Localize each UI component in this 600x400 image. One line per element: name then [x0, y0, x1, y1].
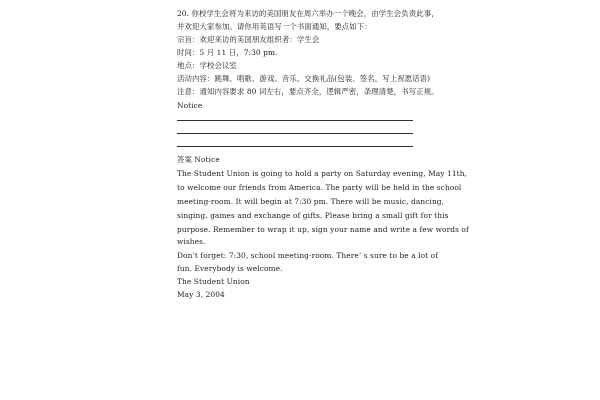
answer-heading: 答案 Notice — [177, 155, 220, 164]
question-line-1: 20. 你校学生会将为来访的美国朋友在周六举办一个晚会，由学生会负责此事， — [177, 9, 439, 18]
answer-line-8: fun. Everybody is welcome. — [177, 264, 283, 273]
answer-line-4: singing, games and exchange of gifts. Please bring a small gift for this — [177, 211, 449, 220]
answer-date: May 3, 2004 — [177, 290, 225, 299]
answer-blank-line — [177, 120, 413, 121]
answer-line-7: Don’t forget: 7:30, school meeting-room. There’ s sure to be a lot of — [177, 251, 439, 260]
answer-line-6: wishes. — [177, 237, 206, 246]
answer-line-3: meeting-room. It will begin at 7:30 pm. There will be music, dancing, — [177, 197, 445, 206]
question-line-5: 地点：学校会议室 — [177, 61, 237, 70]
question-line-6: 活动内容：跳舞、唱歌、游戏、音乐、交换礼品(包装、签名，写上祝愿话语) — [177, 74, 431, 83]
question-line-7: 注意：通知内容要求 80 词左右，要点齐全，逻辑严密，条理清楚，书写正规。 — [177, 87, 439, 96]
answer-blank-line — [177, 133, 413, 134]
answer-signature: The Student Union — [177, 277, 250, 286]
answer-blank-line — [177, 146, 413, 147]
answer-line-1: The Student Union is going to hold a party on Saturday evening, May 11th, — [177, 169, 468, 178]
answer-line-5: purpose. Remember to wrap it up, sign your name and write a few words of — [177, 225, 469, 234]
notice-heading: Notice — [177, 101, 203, 110]
question-line-2: 并欢迎大家参加。请你用英语写一个书面通知，要点如下： — [177, 22, 372, 31]
question-line-3: 宗旨：欢迎来访的美国朋友组织者：学生会 — [177, 35, 320, 44]
question-line-4: 时间：5 月 11 日，7:30 pm. — [177, 48, 278, 57]
answer-line-2: to welcome our friends from America. The party will be held in the school — [177, 183, 462, 192]
